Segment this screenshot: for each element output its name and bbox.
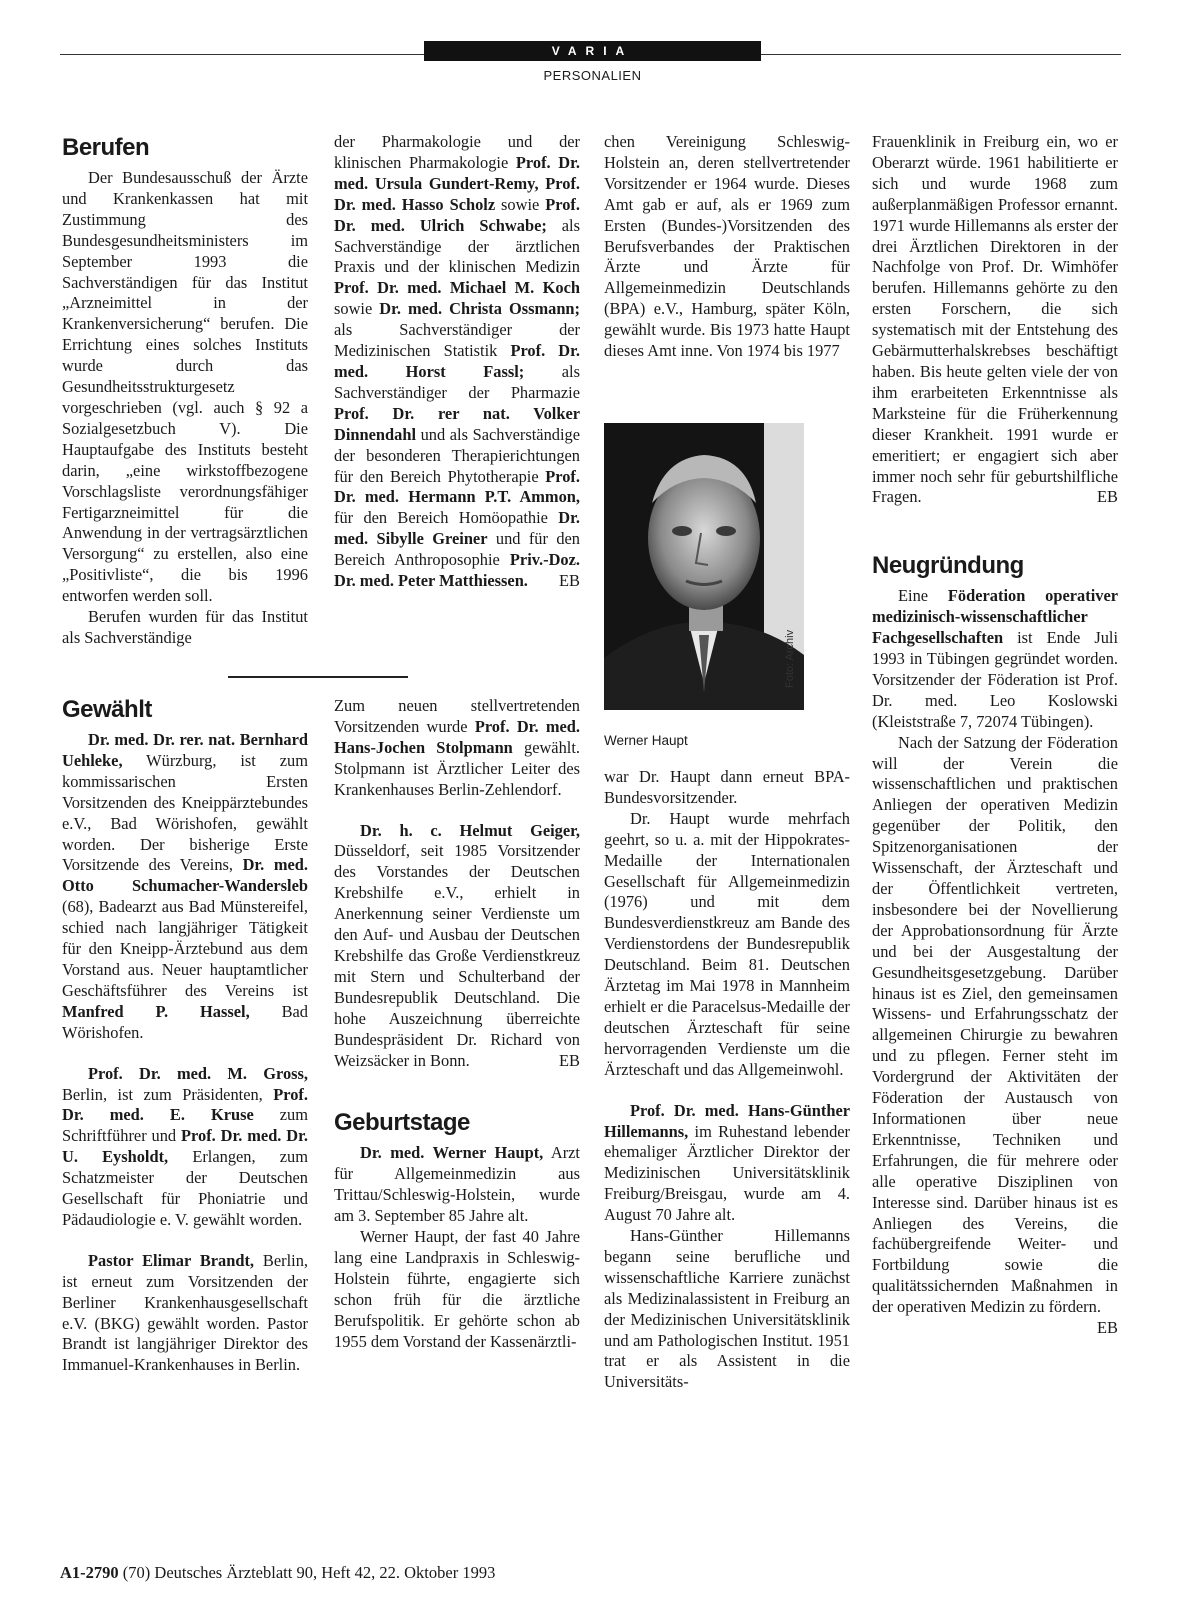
geburtstage-haupt-intro: Dr. med. Werner Haupt, Arzt für Allgemeinmedizin aus Trittau/Schleswig-Holstein, wurde am 3. September 85 Jahre alt. — [334, 1143, 580, 1226]
person-name: Dr. med. Dr. rer. nat. Bernhard Uehleke, — [62, 730, 308, 770]
author-signature: EB — [1097, 1318, 1118, 1338]
haupt-continuation: chen Vereinigung Schleswig-Holstein an, deren stellvertretender Vorsitzender er 1964 wurde. Dieses Amt gab er auf, als er 1969 zum Ersten (Bundes-)Vorsitzenden des Berufsverbandes der Praktischen Ärzte und Ärzte für Allgemeinmedizin Deutschlands (BPA) e.V., Hamburg, später Köln, gewählt wurde. Bis 1973 hatte Haupt dieses Amt inne. Von 1974 bis 1977 — [604, 132, 850, 361]
gewaehlt-entry-geiger: Dr. h. c. Helmut Geiger, Düsseldorf, seit 1985 Vorsitzender des Vorstandes der Deutschen Krebshilfe e.V., erhielt in Anerkennung seiner Verdienste um den Auf- und Ausbau der Deutschen Krebshilfe das Große Verdienstkreuz mit Stern und Schulterband der Bundesrepublik Deutschland. Die hohe Auszeichnung überreichte Bundespräsident Dr. Richard von Weizsäcker in Bonn. EB — [334, 820, 580, 1070]
gewaehlt-entry-3: Pastor Elimar Brandt, Berlin, ist erneut zum Vorsitzenden der Berliner Krankenhausgesellschaft e.V. (BKG) gewählt worden. Pastor Brandt ist langjähriger Direktor des Immanuel-Krankenhauses in Berlin. — [62, 1250, 308, 1375]
geburtstage-haupt-body: Werner Haupt, der fast 40 Jahre lang eine Landpraxis in Schleswig-Holstein führte, engagierte sich schon früh für die ärztliche Berufspolitik. Er gehörte schon ab 1955 dem Vorstand der Kassenärztli- — [334, 1227, 580, 1351]
photo-caption: Werner Haupt — [604, 733, 688, 748]
gewaehlt-continuation: Zum neuen stellvertretenden Vorsitzenden wurde Prof. Dr. med. Hans-Jochen Stolpmann gewählt. Stolpmann ist Ärztlicher Leiter des Krankenhauses Berlin-Zehlendorf. — [334, 696, 580, 799]
heading-gewaehlt: Gewählt — [62, 696, 152, 723]
column-4 — [872, 132, 1118, 1339]
person-name: Dr. med. Werner Haupt, — [360, 1143, 544, 1163]
person-name: Dr. med. Otto Schumacher-Wandersleb — [62, 855, 308, 896]
column-2-top — [334, 132, 580, 592]
author-signature: EB — [1097, 487, 1118, 507]
organisation-name: Föderation operativer medizinisch-wissenschaftlicher Fachgesellschaften — [872, 586, 1118, 648]
section-subtitle: PERSONALIEN — [543, 68, 642, 83]
berufen-paragraph-1: Der Bundesausschuß der Ärzte und Krankenkassen hat mit Zustimmung des Bundesgesundheitsministers im September 1993 die Sachverständigen für das Institut „Arzneimittel in der Krankenversicherung“ berufen. Die Errichtung eines solches Instituts wurde durch das Gesundheitsstrukturgesetz vorgeschrieben (vgl. auch § 92 a Sozialgesetzbuch V). Die Hauptaufgabe des Instituts besteht darin, „eine wirkstoffbezogene Vorschlagsliste verordnungsfähiger Fertigarzneimittel für die Anwendung in der vertragsärztlichen Versorgung“ zu erstellen, also eine „Positivliste“, die bis 1996 entworfen werden soll. — [62, 168, 308, 606]
berufen-paragraph-2: Berufen wurden für das Institut als Sachverständige — [62, 607, 308, 647]
gewaehlt-entry-2: Prof. Dr. med. M. Gross, Berlin, ist zum Präsidenten, Prof. Dr. med. E. Kruse zum Schriftführer und Prof. Dr. med. Dr. U. Eysholdt, Erlangen, zum Schatzmeister der Deutschen Gesellschaft für Phoniatrie und Pädaudiologie e. V. gewählt worden. — [62, 1063, 308, 1229]
page-footer — [60, 1563, 495, 1583]
neugruendung-body: Nach der Satzung der Föderation will der Verein die wissenschaftlichen und praktischen Anliegen der operativen Medizin gegenüber der Politik, den Spitzenorganisationen der Wissenschaft, der Ärzteschaft und der Öffentlichkeit vertreten, insbesondere bei der Novellierung der Approbationsordnung für Ärzte und bei der Ausgestaltung der Gesundheitsgesetzgebung. Darüber hinaus ist es Ziel, den gemeinsamen Wissens- und Erfahrungsschatz der allgemeinen Chirurgie zu bewahren und zu pflegen. Ferner steht im Vordergrund der Aktivitäten der Föderation der Austausch von Informationen über neue Erkenntnisse, Techniken und Erfahrungen, die für mehrere oder alle operative Disziplinen von Interesse sind. Darüber hinaus ist es Anliegen des Vereins, die fachübergreifende Weiter- und Fortbildung sowie die qualitätssichernden Maßnahmen in der operativen Medizin zu fördern. EB — [872, 732, 1118, 1338]
portrait-photo — [604, 423, 804, 710]
column-3-top — [604, 132, 850, 362]
heading-neugruendung: Neugründung — [872, 552, 1024, 580]
section-divider — [228, 676, 408, 678]
person-name: Prof. Dr. med. M. Gross, — [88, 1063, 308, 1083]
section-title: VARIA — [424, 41, 761, 61]
gewaehlt-entry-1: Dr. med. Dr. rer. nat. Bernhard Uehleke, Würzburg, ist zum kommissarischen Ersten Vorsitzenden des Kneippärztebundes e.V., Bad Wörishofen, gewählt worden. Der bisherige Erste Vorsitzende des Vereins, Dr. med. Otto Schumacher-Wandersleb (68), Badearzt aus Bad Münstereifel, schied nach langjähriger Tätigkeit für den Kneipp-Ärztebund aus dem Vorstand aus. Neuer hauptamtlicher Geschäftsführer des Vereins ist Manfred P. Hassel, Bad Wörishofen. — [62, 730, 308, 1042]
person-name: Prof. Dr. med. Dr. U. Eysholdt, — [62, 1126, 308, 1167]
person-name: Prof. Dr. med. E. Kruse — [62, 1084, 308, 1125]
geburtstage-hillemanns-intro: Prof. Dr. med. Hans-Günther Hillemanns, im Ruhestand lebender ehemaliger Ärztlicher Direktor der Medizinischen Universitätsklinik Freiburg/Breisgau, wurde am 4. August 70 Jahre alt. — [604, 1100, 850, 1225]
berufen-continuation: der Pharmakologie und der klinischen Pharmakologie Prof. Dr. med. Ursula Gundert-Remy, Prof. Dr. med. Hasso Scholz sowie Prof. Dr. med. Ulrich Schwabe; als Sachverständige der ärztlichen Praxis und der klinischen Medizin Prof. Dr. med. Michael M. Koch sowie Dr. med. Christa Ossmann; als Sachverständiger der Medizinischen Statistik Prof. Dr. med. Horst Fassl; als Sachverständiger der Pharmazie Prof. Dr. rer nat. Volker Dinnendahl und als Sachverständige der besonderen Therapierichtungen für den Bereich Phytotherapie Prof. Dr. med. Hermann P.T. Ammon, für den Bereich Homöopathie Dr. med. Sibylle Greiner und für den Bereich Anthroposophie Priv.-Doz. Dr. med. Peter Matthiessen. EB — [334, 132, 581, 591]
journal-citation: (70) Deutsches Ärzteblatt 90, Heft 42, 22. Oktober 1993 — [122, 1563, 496, 1582]
column-3-bottom — [604, 767, 850, 1393]
person-name: Prof. Dr. med. Hans-Günther Hillemanns, — [604, 1100, 850, 1141]
column-1-top — [62, 134, 308, 649]
column-1-bottom — [62, 696, 308, 1376]
header-rule-left — [60, 54, 424, 55]
author-signature: EB — [559, 571, 580, 591]
header-rule-right — [761, 54, 1121, 55]
person-name: Manfred P. Hassel, — [62, 1001, 250, 1021]
neugruendung-intro: Eine Föderation operativer medizinisch-wissenschaftlicher Fachgesellschaften ist Ende Juli 1993 in Tübingen gegründet worden. Vorsitzender der Föderation ist Prof. Dr. med. Leo Koslowski (Kleiststraße 7, 72074 Tübingen). — [872, 586, 1118, 731]
column-2-bottom — [334, 696, 580, 1352]
geburtstage-hillemanns-body: Hans-Günther Hillemanns begann seine berufliche und wissenschaftliche Karriere zunächst als Medizinalassistent in Freiburg an der Medizinischen Universitätsklinik und am Pathologischen Institut. 1951 trat er als Assistent in die Universitäts- — [604, 1226, 850, 1392]
heading-berufen: Berufen — [62, 134, 150, 161]
photo-credit: Foto: Archiv — [784, 629, 796, 688]
page-number: A1-2790 — [60, 1563, 119, 1582]
person-name: Dr. h. c. Helmut Geiger, — [360, 820, 580, 840]
person-name: Pastor Elimar Brandt, — [88, 1250, 255, 1270]
portrait-image — [604, 423, 804, 710]
haupt-conclusion: war Dr. Haupt dann erneut BPA-Bundesvorsitzender. — [604, 767, 850, 807]
author-signature: EB — [559, 1050, 580, 1070]
hillemanns-continuation: Frauenklinik in Freiburg ein, wo er Oberarzt würde. 1961 habilitierte er sich und wurde 1968 zum außerplanmäßigen Professor ernannt. 1971 wurde Hillemanns als erster der drei Ärztlichen Direktoren in der Nachfolge von Prof. Dr. Wimhöfer berufen. Hillemanns gehörte zu den ersten Forschern, die sich systematisch mit der Entstehung des Gebärmutterhalskrebses beschäftigt haben. Bis heute gelten viele der von ihm erarbeiteten Erkenntnisse als Marksteine für die Früherkennung dieser Krankheit. 1991 wurde er emeritiert; er engagiert sich aber immer noch sehr für geburtshilfliche Fragen. EB — [872, 132, 1118, 507]
heading-geburtstage: Geburtstage — [334, 1109, 470, 1137]
haupt-honours: Dr. Haupt wurde mehrfach geehrt, so u. a. mit der Hippokrates-Medaille der Internationalen Gesellschaft für Allgemeinmedizin (1976) und mit dem Bundesverdienstkreuz am Bande des Verdienstordens der Bundesrepublik Deutschland. Beim 81. Deutschen Ärztetag im Mai 1978 in Mannheim erhielt er die Paracelsus-Medaille der deutschen Ärzteschaft für seine hervorragenden Verdienste um die Ärzteschaft und das Allgemeinwohl. — [604, 808, 850, 1079]
